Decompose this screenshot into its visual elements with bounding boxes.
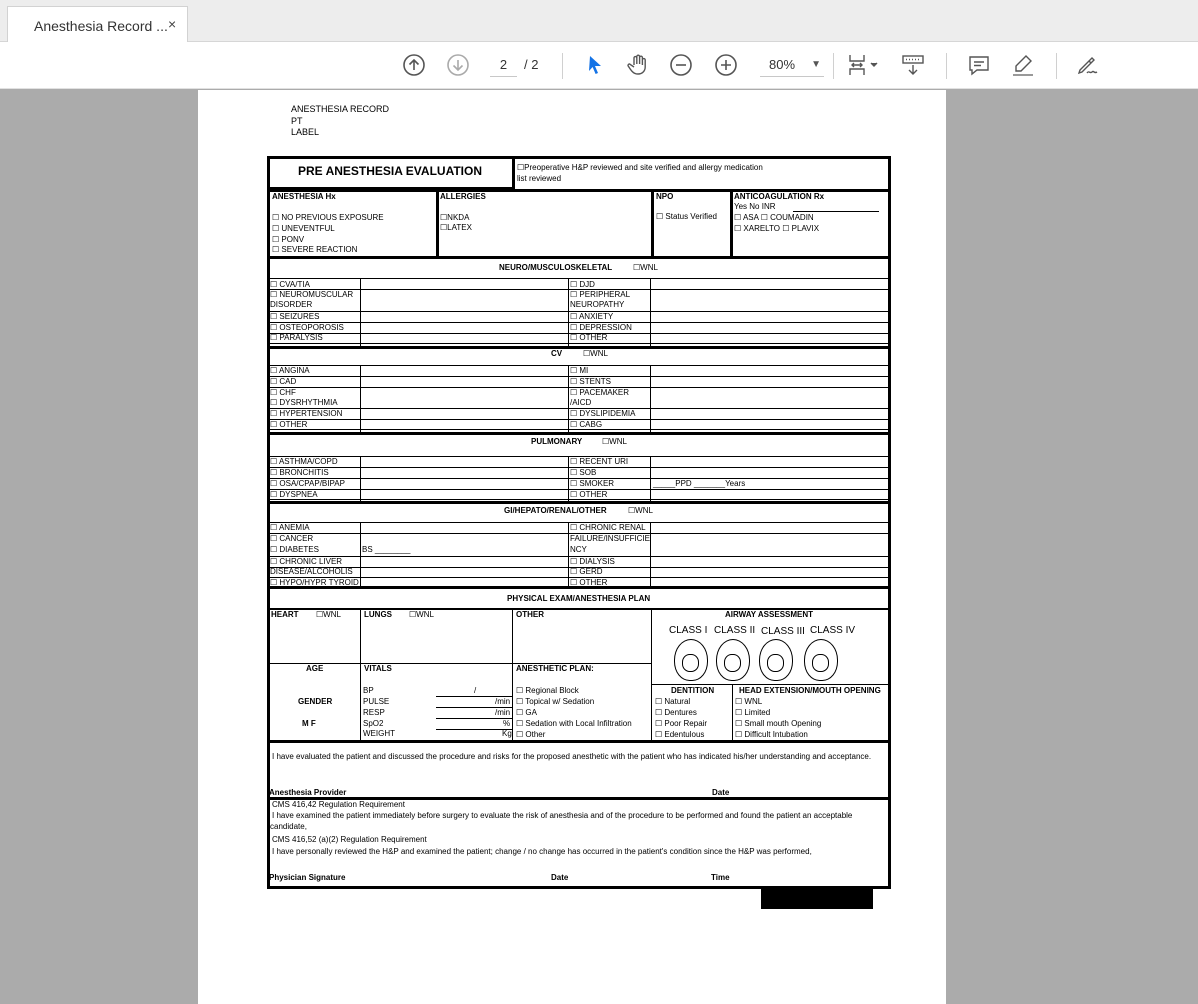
gi-option[interactable]: ☐ GERD: [570, 567, 603, 576]
form-title: PRE ANESTHESIA EVALUATION: [298, 164, 483, 178]
select-cursor-icon[interactable]: [582, 52, 608, 78]
neuro-option[interactable]: ☐ OTHER: [570, 333, 608, 342]
cms-requirement-text: I have examined the patient immediately before surgery to evaluate the risk of anesthesia and of the procedure to be performed and found the patient an acceptable: [272, 811, 853, 820]
cms-requirement-heading: CMS 416,52 (a)(2) Regulation Requirement: [272, 835, 427, 844]
gi-option-cont: DISEASE/ALCOHOLIS: [270, 567, 353, 576]
head-option[interactable]: ☐ Difficult Intubation: [735, 730, 808, 739]
toolbar-divider: [1056, 53, 1057, 79]
neuro-option[interactable]: ☐ OSTEOPOROSIS: [270, 323, 344, 332]
neuro-option[interactable]: ☐ DJD: [570, 280, 595, 289]
dentition-option[interactable]: ☐ Poor Repair: [655, 719, 708, 728]
airway-assessment-label: AIRWAY ASSESSMENT: [725, 610, 814, 619]
cv-option-cont: /AICD: [570, 398, 592, 407]
zoom-in-icon[interactable]: [713, 52, 739, 78]
mallampati-class-3-icon: [759, 639, 793, 681]
zoom-out-icon[interactable]: [668, 52, 694, 78]
heart-wnl-checkbox[interactable]: ☐WNL: [316, 610, 341, 619]
mallampati-class[interactable]: CLASS II: [714, 625, 756, 636]
neuro-option-cont: NEUROPATHY: [570, 300, 625, 309]
cv-section-title: CV: [551, 349, 563, 358]
highlight-icon[interactable]: [1010, 52, 1036, 78]
vital-label: RESP: [363, 708, 385, 717]
document-tab[interactable]: [7, 6, 188, 43]
gender-label: GENDER: [298, 697, 333, 706]
cv-option[interactable]: ☐ DYSLIPIDEMIA: [570, 409, 636, 418]
neuro-option[interactable]: ☐ ANXIETY: [570, 312, 614, 321]
date-label: Date: [551, 873, 569, 882]
hx-option[interactable]: ☐ UNEVENTFUL: [272, 224, 335, 233]
heart-label: HEART: [271, 610, 299, 619]
gi-option[interactable]: ☐ CHRONIC RENAL: [570, 523, 646, 532]
cv-option[interactable]: ☐ STENTS: [570, 377, 611, 386]
allergy-option[interactable]: ☐LATEX: [440, 223, 472, 232]
neuro-option[interactable]: ☐ NEUROMUSCULAR: [270, 290, 354, 299]
cms-requirement-text: I have personally reviewed the H&P and examined the patient; change / no change has occurred in the patient's condition since the H&P was performed,: [272, 847, 812, 856]
vital-unit: /min: [495, 697, 511, 706]
vital-unit: %: [503, 719, 511, 728]
anticoag-label: ANTICOAGULATION Rx: [734, 192, 825, 201]
mallampati-class-2-icon: [716, 639, 750, 681]
zoom-select[interactable]: [760, 53, 824, 77]
cv-option[interactable]: ☐ DYSRHYTHMIA: [270, 398, 338, 407]
close-tab-icon[interactable]: ×: [168, 16, 177, 32]
allergy-option[interactable]: ☐NKDA: [440, 213, 470, 222]
redaction-block: [761, 886, 873, 909]
fit-page-icon[interactable]: [845, 52, 881, 78]
neuro-option[interactable]: ☐ DEPRESSION: [570, 323, 632, 332]
tab-title[interactable]: Anesthesia Record ...: [34, 18, 168, 34]
vitals-label: VITALS: [364, 664, 392, 673]
anesthesia-hx-label: ANESTHESIA Hx: [272, 192, 336, 201]
plan-option[interactable]: ☐ Sedation with Local Infiltration: [516, 719, 632, 728]
vital-label: SpO2: [363, 719, 384, 728]
zoom-value: 80%: [769, 57, 796, 72]
pulmonary-option[interactable]: ☐ BRONCHITIS: [270, 468, 329, 477]
anesthesia-form: [198, 90, 946, 1004]
mallampati-class-4-icon: [804, 639, 838, 681]
sign-icon[interactable]: [1074, 52, 1100, 78]
mallampati-class[interactable]: CLASS I: [669, 625, 708, 636]
cv-option[interactable]: ☐ CHF: [270, 388, 296, 397]
hand-tool-icon[interactable]: [625, 52, 651, 78]
plan-option[interactable]: ☐ GA: [516, 708, 537, 717]
vital-unit: Kg: [502, 729, 512, 738]
gi-option[interactable]: ☐ ANEMIA: [270, 523, 310, 532]
pulmonary-option[interactable]: ☐ ASTHMA/COPD: [270, 457, 338, 466]
plan-option[interactable]: ☐ Topical w/ Sedation: [516, 697, 595, 706]
anesthesia-provider-label: Anesthesia Provider: [269, 788, 347, 797]
pulmonary-wnl-checkbox[interactable]: ☐WNL: [602, 437, 627, 446]
lungs-label: LUNGS: [364, 610, 392, 619]
cv-option[interactable]: ☐ OTHER: [270, 420, 308, 429]
pulmonary-option[interactable]: ☐ OTHER: [570, 490, 608, 499]
vital-label: PULSE: [363, 697, 390, 706]
pulmonary-option[interactable]: ☐ SOB: [570, 468, 597, 477]
plan-option[interactable]: ☐ Other: [516, 730, 546, 739]
allergies-label: ALLERGIES: [440, 192, 486, 201]
date-label: Date: [712, 788, 730, 797]
pulmonary-option[interactable]: ☐ DYSPNEA: [270, 490, 318, 499]
age-label: AGE: [306, 664, 324, 673]
anesthetic-plan-label: ANESTHETIC PLAN:: [516, 664, 594, 673]
form-header-line: PT: [291, 116, 303, 126]
cv-wnl-checkbox[interactable]: ☐WNL: [583, 349, 608, 358]
vital-unit: /: [474, 686, 477, 695]
gi-option-cont: FAILURE/INSUFFICIE: [570, 534, 651, 543]
preop-checkbox-label: list reviewed: [517, 174, 562, 183]
mallampati-class[interactable]: CLASS III: [761, 626, 805, 637]
pulmonary-section-title: PULMONARY: [531, 437, 583, 446]
neuro-option[interactable]: ☐ SEIZURES: [270, 312, 320, 321]
toolbar-divider: [562, 53, 563, 79]
lungs-wnl-checkbox[interactable]: ☐WNL: [409, 610, 434, 619]
mallampati-class[interactable]: CLASS IV: [810, 625, 856, 636]
dentition-label: DENTITION: [671, 686, 715, 695]
head-option[interactable]: ☐ Limited: [735, 708, 771, 717]
cv-option[interactable]: ☐ PACEMAKER: [570, 388, 630, 397]
page-total: / 2: [524, 57, 539, 72]
gi-section-title: GI/HEPATO/RENAL/OTHER: [504, 506, 607, 515]
gi-wnl-checkbox[interactable]: ☐WNL: [628, 506, 653, 515]
other-label: OTHER: [516, 610, 544, 619]
gi-option[interactable]: ☐ OTHER: [570, 578, 608, 587]
hx-option[interactable]: ☐ PONV: [272, 235, 305, 244]
vital-unit: /min: [495, 708, 511, 717]
form-header-line: ANESTHESIA RECORD: [291, 104, 390, 114]
npo-label: NPO: [656, 192, 674, 201]
pulmonary-option[interactable]: ☐ SMOKER: [570, 479, 615, 488]
head-option[interactable]: ☐ Small mouth Opening: [735, 719, 822, 728]
chevron-down-icon: ▼: [811, 59, 821, 70]
plan-option[interactable]: ☐ Regional Block: [516, 686, 579, 695]
time-label: Time: [711, 873, 730, 882]
blood-sugar-field[interactable]: BS ________: [362, 545, 411, 554]
head-option[interactable]: ☐ WNL: [735, 697, 763, 706]
toolbar-divider: [833, 53, 834, 79]
gender-options[interactable]: M F: [302, 719, 316, 728]
cms-requirement-heading: CMS 416,42 Regulation Requirement: [272, 800, 405, 809]
pulmonary-option[interactable]: ☐ OSA/CPAP/BIPAP: [270, 479, 345, 488]
pdf-toolbar: [0, 42, 1198, 89]
anticoag-option[interactable]: ☐ XARELTO ☐ PLAVIX: [734, 224, 820, 233]
vital-label: WEIGHT: [363, 729, 395, 738]
next-page-icon[interactable]: [445, 52, 471, 78]
cv-option[interactable]: ☐ MI: [570, 366, 589, 375]
gi-option-cont: NCY: [570, 545, 587, 554]
cv-option[interactable]: ☐ CAD: [270, 377, 297, 386]
anticoag-option[interactable]: ☐ ASA ☐ COUMADIN: [734, 213, 814, 222]
cv-option[interactable]: ☐ CABG: [570, 420, 603, 429]
toolbar-divider: [946, 53, 947, 79]
previous-page-icon[interactable]: [401, 52, 427, 78]
neuro-option[interactable]: ☐ PARALYSIS: [270, 333, 323, 342]
npo-status-option[interactable]: ☐ Status Verified: [656, 212, 717, 221]
dentition-option[interactable]: ☐ Natural: [655, 697, 691, 706]
smoker-detail-field[interactable]: _____PPD _______Years: [653, 479, 746, 488]
head-extension-label: HEAD EXTENSION/MOUTH OPENING: [739, 686, 881, 695]
comment-icon[interactable]: [966, 52, 992, 78]
form-header-line: LABEL: [291, 127, 320, 137]
physical-exam-title: PHYSICAL EXAM/ANESTHESIA PLAN: [507, 594, 651, 603]
hx-option[interactable]: ☐ SEVERE REACTION: [272, 245, 358, 254]
read-mode-icon[interactable]: [900, 52, 926, 78]
gi-option[interactable]: ☐ DIALYSIS: [570, 557, 615, 566]
gi-option[interactable]: ☐ CANCER: [270, 534, 314, 543]
attestation-text: I have evaluated the patient and discussed the procedure and risks for the proposed anesthetic with the patient who has indicated his/her understanding and acceptance.: [272, 752, 872, 761]
gi-option[interactable]: ☐ HYPO/HYPR TYROID: [270, 578, 359, 587]
gi-option[interactable]: ☐ CHRONIC LIVER: [270, 557, 343, 566]
neuro-option[interactable]: ☐ CVA/TIA: [270, 280, 310, 289]
anticoag-yes-no: Yes No INR: [734, 202, 776, 211]
pulmonary-option[interactable]: ☐ RECENT URI: [570, 457, 629, 466]
page-number-input[interactable]: 2: [490, 53, 517, 77]
neuro-option[interactable]: ☐ PERIPHERAL: [570, 290, 631, 299]
dentition-option[interactable]: ☐ Edentulous: [655, 730, 705, 739]
mallampati-class-1-icon: [674, 639, 708, 681]
gi-option[interactable]: ☐ DIABETES: [270, 545, 319, 554]
preop-checkbox-label[interactable]: ☐Preoperative H&P reviewed and site verified and allergy medication: [517, 163, 763, 172]
tab-bar: [0, 0, 1198, 42]
physician-signature-label: Physician Signature: [269, 873, 346, 882]
cms-requirement-text: candidate,: [270, 822, 307, 831]
vital-label: BP: [363, 686, 374, 695]
neuro-wnl-checkbox[interactable]: ☐WNL: [633, 263, 658, 272]
pdf-page: [198, 90, 946, 1004]
neuro-section-title: NEURO/MUSCULOSKELETAL: [499, 263, 613, 272]
dentition-option[interactable]: ☐ Dentures: [655, 708, 697, 717]
cv-option[interactable]: ☐ HYPERTENSION: [270, 409, 343, 418]
neuro-option-cont: DISORDER: [270, 300, 313, 309]
cv-option[interactable]: ☐ ANGINA: [270, 366, 310, 375]
hx-option[interactable]: ☐ NO PREVIOUS EXPOSURE: [272, 213, 384, 222]
